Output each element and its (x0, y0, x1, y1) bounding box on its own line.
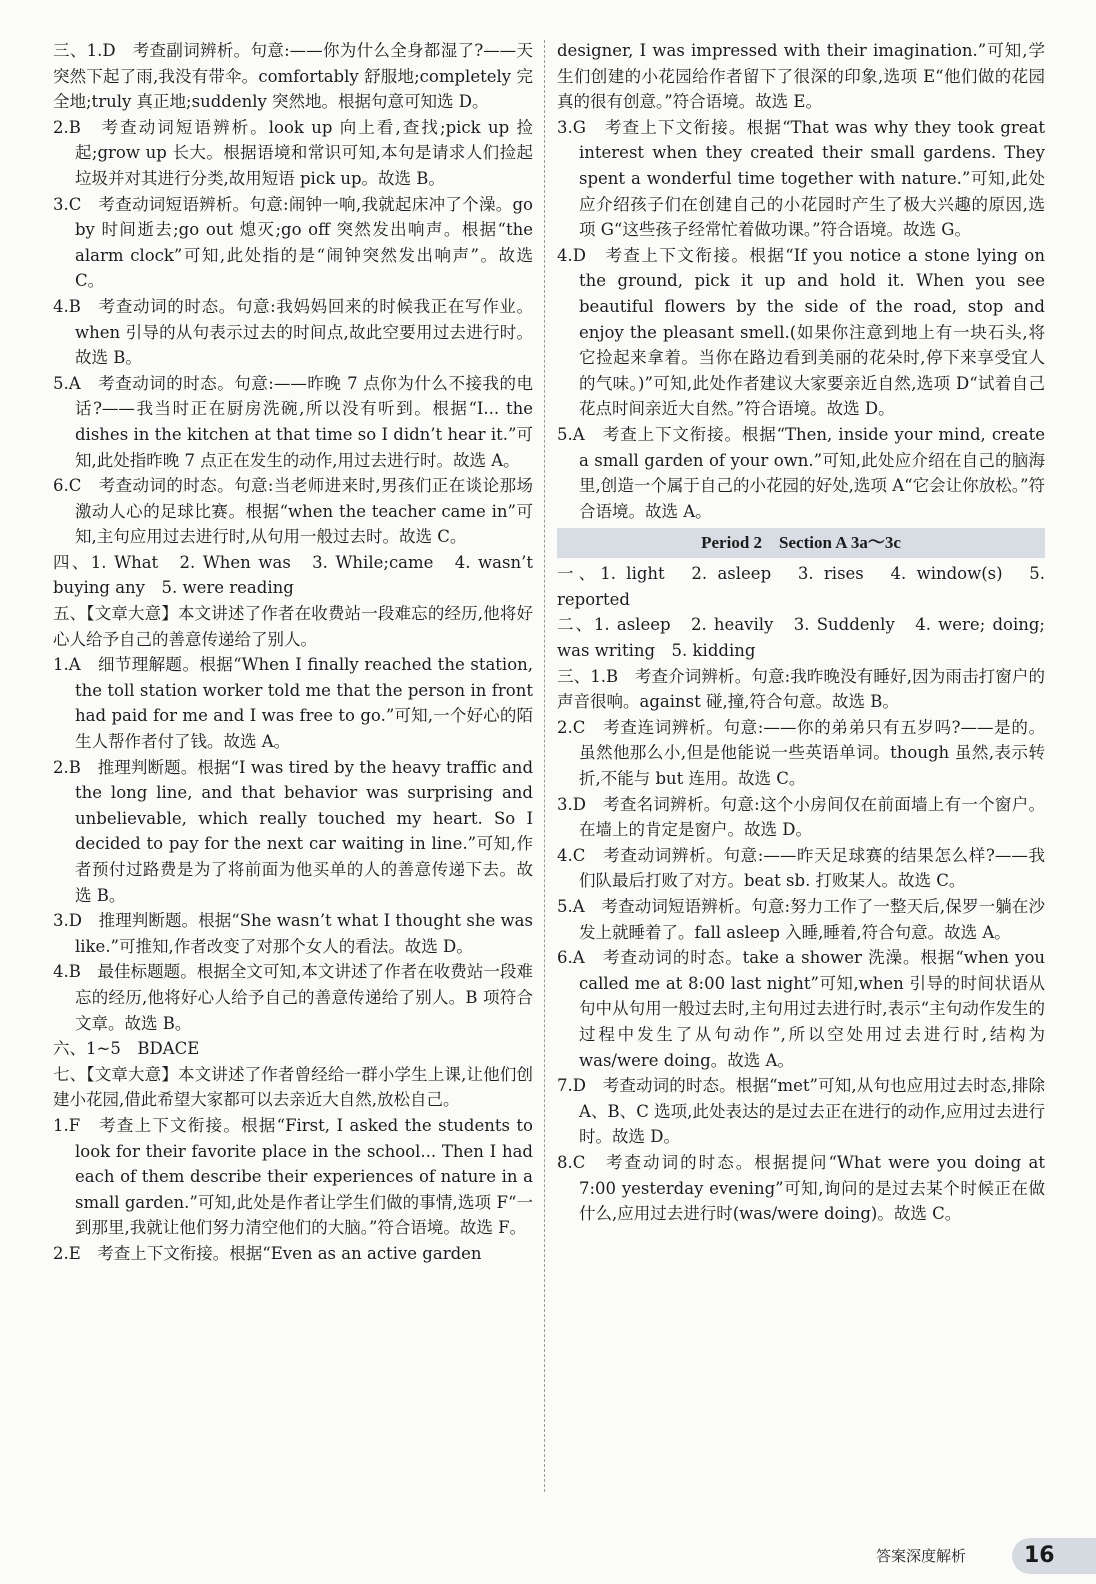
answer-item: 三、1.B 考查介词辨析。句意:我昨晚没有睡好,因为雨击打窗户的声音很响。against 碰,撞,符合句意。故选 B。 (557, 666, 1045, 712)
answer-item: 4.D 考查上下文衔接。根据“If you notice a stone lying on the ground, pick it up and hold it. When you see beautiful flowers by the side of the road, stop and enjoy the pleasant smell.(如果你注意到地上有一块石头,将它捡起来拿着。当你在路边看到美丽的花朵时,停下来享受宜人的气味。)”可知,此处作者建议大家要亲近自然,选项 D“试着自己花点时间亲近大自然。”符合语境。故选 D。 (557, 245, 1045, 419)
answer-item: 5.A 考查动词的时态。句意:——昨晚 7 点你为什么不接我的电话?——我当时正在厨房洗碗,所以没有听到。根据“I... the dishes in the kitchen at that time so I didn’t hear it.”可知,此处指昨晚 7 点正在发生的动作,用过去进行时。故选 A。 (53, 373, 533, 470)
article-summary: 七、【文章大意】本文讲述了作者曾经给一群小学生上课,让他们创建小花园,借此希望大家都可以去亲近大自然,放松自己。 (53, 1064, 533, 1110)
column-divider (544, 40, 545, 1492)
right-column (557, 38, 1045, 1227)
answer-item: 2.E 考查上下文衔接。根据“Even as an active garden (53, 1243, 482, 1263)
answer-item: 2.B 考查动词短语辨析。look up 向上看,查找;pick up 捡起;grow up 长大。根据语境和常识可知,本句是请求人们捡起垃圾并对其进行分类,故用短语 pick up。故选 B。 (53, 117, 533, 188)
left-column (53, 38, 533, 1267)
answer-item: 1.A 细节理解题。根据“When I finally reached the station, the toll station worker told me that the person in front had paid for me and I was free to go.”可知,一个好心的陌生人帮作者付了钱。故选 A。 (53, 655, 533, 752)
answer-item: 5.A 考查动词短语辨析。句意:努力工作了一整天后,保罗一躺在沙发上就睡着了。fall asleep 入睡,睡着,符合句意。故选 A。 (557, 897, 1045, 942)
answer-item: 5.A 考查上下文衔接。根据“Then, inside your mind, create a small garden of your own.”可知,此处应介绍在自己的脑海里,创造一个属于自己的小花园的好处,选项 A“它会让你放松。”符合语境。故选 A。 (557, 424, 1045, 521)
answer-item: 1.F 考查上下文衔接。根据“First, I asked the students to look for their favorite place in the school... Then I had each of them describe their experiences of nature in a small garden.”可知,此处是作者让学生们做的事情,选项 F“一到那里,我就让他们努力清空他们的大脑。”符合语境。故选 F。 (53, 1115, 533, 1238)
section-heading: Period 2 Section A 3a～3c (557, 528, 1045, 558)
answer-item: 二、1. asleep 2. heavily 3. Suddenly 4. were; doing; was writing 5. kidding (557, 615, 1045, 661)
answer-item: 7.D 考查动词的时态。根据“met”可知,从句也应用过去时态,排除 A、B、C 选项,此处表达的是过去正在进行的动作,应用过去进行时。故选 D。 (557, 1076, 1045, 1147)
answer-item: 4.B 最佳标题题。根据全文可知,本文讲述了作者在收费站一段难忘的经历,他将好心人给予自己的善意传递给了别人。B 项符合文章。故选 B。 (53, 962, 533, 1033)
answer-item: 四、1. What 2. When was 3. While;came 4. wasn’t buying any 5. were reading (53, 552, 533, 598)
answer-item: 一、1. light 2. asleep 3. rises 4. window(s) 5. reported (557, 564, 1045, 609)
article-summary: 五、【文章大意】本文讲述了作者在收费站一段难忘的经历,他将好心人给予自己的善意传递给了别人。 (53, 604, 533, 649)
page-number: 16 (1024, 1543, 1055, 1568)
answer-item: 3.D 推理判断题。根据“She wasn’t what I thought she was like.”可推知,作者改变了对那个女人的看法。故选 D。 (53, 911, 533, 956)
footer-title: 答案深度解析 (876, 1547, 967, 1565)
answer-item: designer, I was impressed with their imagination.”可知,学生们创建的小花园给作者留下了很深的印象,选项 E“他们做的花园真的很有创意。”符合语境。故选 E。 (557, 41, 1045, 112)
answer-item: 6.A 考查动词的时态。take a shower 洗澡。根据“when you called me at 8:00 last night”可知,when 引导的时间状语从句中从句用一般过去时,主句用过去进行时,表示“主句动作发生的过程中发生了从句动作”,所以空处用过去进行时,结构为 was/were doing。故选 A。 (557, 948, 1045, 1070)
answer-item: 3.G 考查上下文衔接。根据“That was why they took great interest when they created their small gardens. They spent a wonderful time together with nature.”可知,此处应介绍孩子们在创建自己的小花园时产生了极大兴趣的原因,选项 G“这些孩子经常忙着做功课。”符合语境。故选 G。 (557, 117, 1045, 240)
answer-item: 2.C 考查连词辨析。句意:——你的弟弟只有五岁吗?——是的。虽然他那么小,但是他能说一些英语单词。though 虽然,表示转折,不能与 but 连用。故选 C。 (557, 717, 1045, 789)
answer-item: 6.C 考查动词的时态。句意:当老师进来时,男孩们正在谈论那场激动人心的足球比赛。根据“when the teacher came in”可知,主句应用过去进行时,从句用一般过去时。故选 C。 (53, 476, 533, 547)
answer-item: 4.C 考查动词辨析。句意:——昨天足球赛的结果怎么样?——我们队最后打败了对方。beat sb. 打败某人。故选 C。 (557, 845, 1045, 891)
answer-item: 4.B 考查动词的时态。句意:我妈妈回来的时候我正在写作业。when 引导的从句表示过去的时间点,故此空要用过去进行时。故选 B。 (53, 296, 533, 368)
answer-item: 8.C 考查动词的时态。根据提问“What were you doing at 7:00 yesterday evening”可知,询问的是过去某个时候正在做什么,应用过去进行时(was/were doing)。故选 C。 (557, 1152, 1045, 1224)
answer-item: 3.D 考查名词辨析。句意:这个小房间仅在前面墙上有一个窗户。在墙上的肯定是窗户。故选 D。 (557, 794, 1045, 840)
answer-item: 2.B 推理判断题。根据“I was tired by the heavy traffic and the long line, and that behavior was surprising and unbelievable, which really touched my heart. So I decided to pay for the next car waiting in line.”可知,作者预付过路费是为了将前面为他买单的人的善意传递下去。故选 B。 (53, 757, 533, 905)
answer-item: 六、1~5 BDACE (53, 1039, 200, 1059)
answer-item: 三、1.D 考查副词辨析。句意:——你为什么全身都湿了?——天突然下起了雨,我没有带伞。comfortably 舒服地;completely 完全地;truly 真正地;suddenly 突然地。根据句意可知选 D。 (53, 41, 533, 112)
answer-item: 3.C 考查动词短语辨析。句意:闹钟一响,我就起床冲了个澡。go by 时间逝去;go out 熄灭;go off 突然发出响声。根据“the alarm clock”可知,此处指的是“闹钟突然发出响声”。故选 C。 (53, 194, 533, 291)
